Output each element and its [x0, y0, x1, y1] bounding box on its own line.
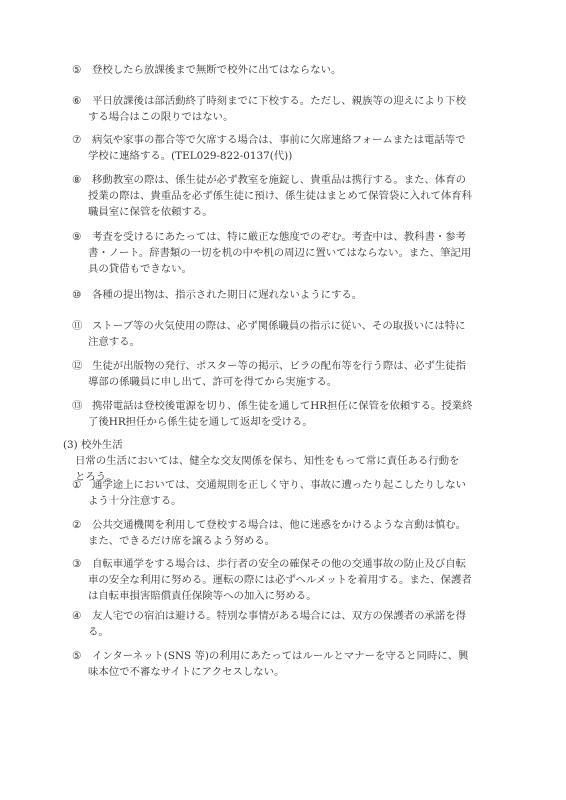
item-text-line: ストーブ等の火気使用の際は、必ず関係職員の指示に従い、その取扱いには特に [92, 320, 466, 332]
item-text-line: する場合はこの限りではない。 [88, 111, 234, 123]
outside-item-1 [72, 477, 512, 509]
item-text-line: 職員室に保管を依頼する。 [88, 206, 213, 218]
item-text-line: 各種の提出物は、指示された期日に遅れないようにする。 [92, 289, 363, 301]
rule-item-6 [72, 93, 512, 125]
outside-item-2 [72, 517, 512, 549]
item-number: ⑬ [72, 400, 83, 412]
item-text-line: 友人宅での宿泊は避ける。特別な事情がある場合には、双方の保護者の承諾を得 [92, 610, 467, 622]
item-text-line: 導部の係職員に申し出て、許可を得てから実施する。 [88, 376, 338, 388]
item-number: ⑪ [72, 320, 83, 332]
item-text-line: 登校したら放課後まで無断で校外に出てはならない。 [92, 64, 342, 76]
item-text-line: 平日放課後は部活動終了時刻までに下校する。ただし、親族等の迎えにより下校 [92, 95, 467, 107]
rule-item-10 [72, 287, 512, 303]
item-number: ② [72, 519, 82, 531]
rule-item-8 [72, 172, 512, 220]
item-number: ⑩ [72, 289, 82, 301]
rule-item-7 [72, 132, 512, 164]
item-number: ③ [72, 558, 82, 570]
outside-item-5 [72, 648, 512, 680]
item-text-line: 通学途上においては、交通規則を正しく守り、事故に遭ったり起こしたりしない [92, 479, 467, 491]
item-number: ⑧ [72, 174, 82, 186]
item-text-line: 了後HR担任から係生徒を通して返却を受ける。 [88, 416, 313, 428]
section-heading: (3) 校外生活 [63, 439, 123, 451]
item-number: ⑤ [72, 64, 82, 76]
item-number: ⑥ [72, 95, 82, 107]
item-text-line: 学校に連絡する。(TEL029-822-0137(代)) [88, 150, 293, 162]
item-text-line: は自転車損害賠償責任保険等への加入に努める。 [88, 590, 317, 602]
rule-item-5 [72, 62, 512, 78]
item-text-line: 生徒が出版物の発行、ポスター等の掲示、ビラの配布等を行う際は、必ず生徒指 [92, 360, 467, 372]
section-intro-line: 日常の生活においては、健全な交友関係を保ち、知性をもって常に責任ある行動を [75, 455, 460, 467]
item-text-line: 具の貸借もできない。 [88, 263, 192, 275]
outside-item-4 [72, 608, 512, 640]
item-number: ⑦ [72, 134, 82, 146]
item-text-line: インターネット(SNS 等)の利用にあたってはルールとマナーを守ると同時に、興 [92, 650, 469, 662]
item-text-line: 書・ノート。辞書類の一切を机の中や机の周辺に置いてはならない。また、筆記用 [88, 247, 472, 259]
item-number: ④ [72, 610, 82, 622]
item-number: ⑨ [72, 231, 82, 243]
item-text-line: 注意する。 [88, 336, 140, 348]
item-number: ① [72, 479, 82, 491]
rule-item-9 [72, 229, 512, 277]
rule-item-12 [72, 358, 512, 390]
item-text-line: よう十分注意する。 [88, 495, 182, 507]
item-text-line: る。 [88, 626, 109, 638]
item-text-line: 車の安全な利用に努める。運転の際には必ずヘルメットを着用する。また、保護者 [88, 574, 472, 586]
outside-item-3 [72, 556, 512, 604]
item-text-line: 携帯電話は登校後電源を切り、係生徒を通してHR担任に保管を依頼する。授業終 [92, 400, 473, 412]
item-text-line: 移動教室の際は、係生徒が必ず教室を施錠し、貴重品は携行する。また、体育の [92, 174, 467, 186]
rule-item-11 [72, 318, 512, 350]
item-text-line: 授業の際は、貴重品を必ず係生徒に預け、係生徒はまとめて保管袋に入れて体育科 [88, 190, 473, 202]
item-number: ⑤ [72, 650, 82, 662]
item-text-line: 病気や家事の都合等で欠席する場合は、事前に欠席連絡フォームまたは電話等で [92, 134, 466, 146]
item-text-line: 公共交通機関を利用して登校する場合は、他に迷惑をかけるような言動は慎む。 [92, 519, 467, 531]
rule-item-13 [72, 398, 512, 430]
item-text-line: 味本位で不審なサイトにアクセスしない。 [88, 666, 285, 678]
item-text-line: また、できるだけ席を譲るよう努める。 [88, 535, 276, 547]
item-text-line: 考査を受けるにあたっては、特に厳正な態度でのぞむ。考査中は、教科書・参考 [92, 231, 467, 243]
section-intro-line: とろう。 [75, 471, 117, 483]
item-text-line: 自転車通学をする場合は、歩行者の安全の確保その他の交通事故の防止及び自転 [92, 558, 467, 570]
item-number: ⑫ [72, 360, 83, 372]
